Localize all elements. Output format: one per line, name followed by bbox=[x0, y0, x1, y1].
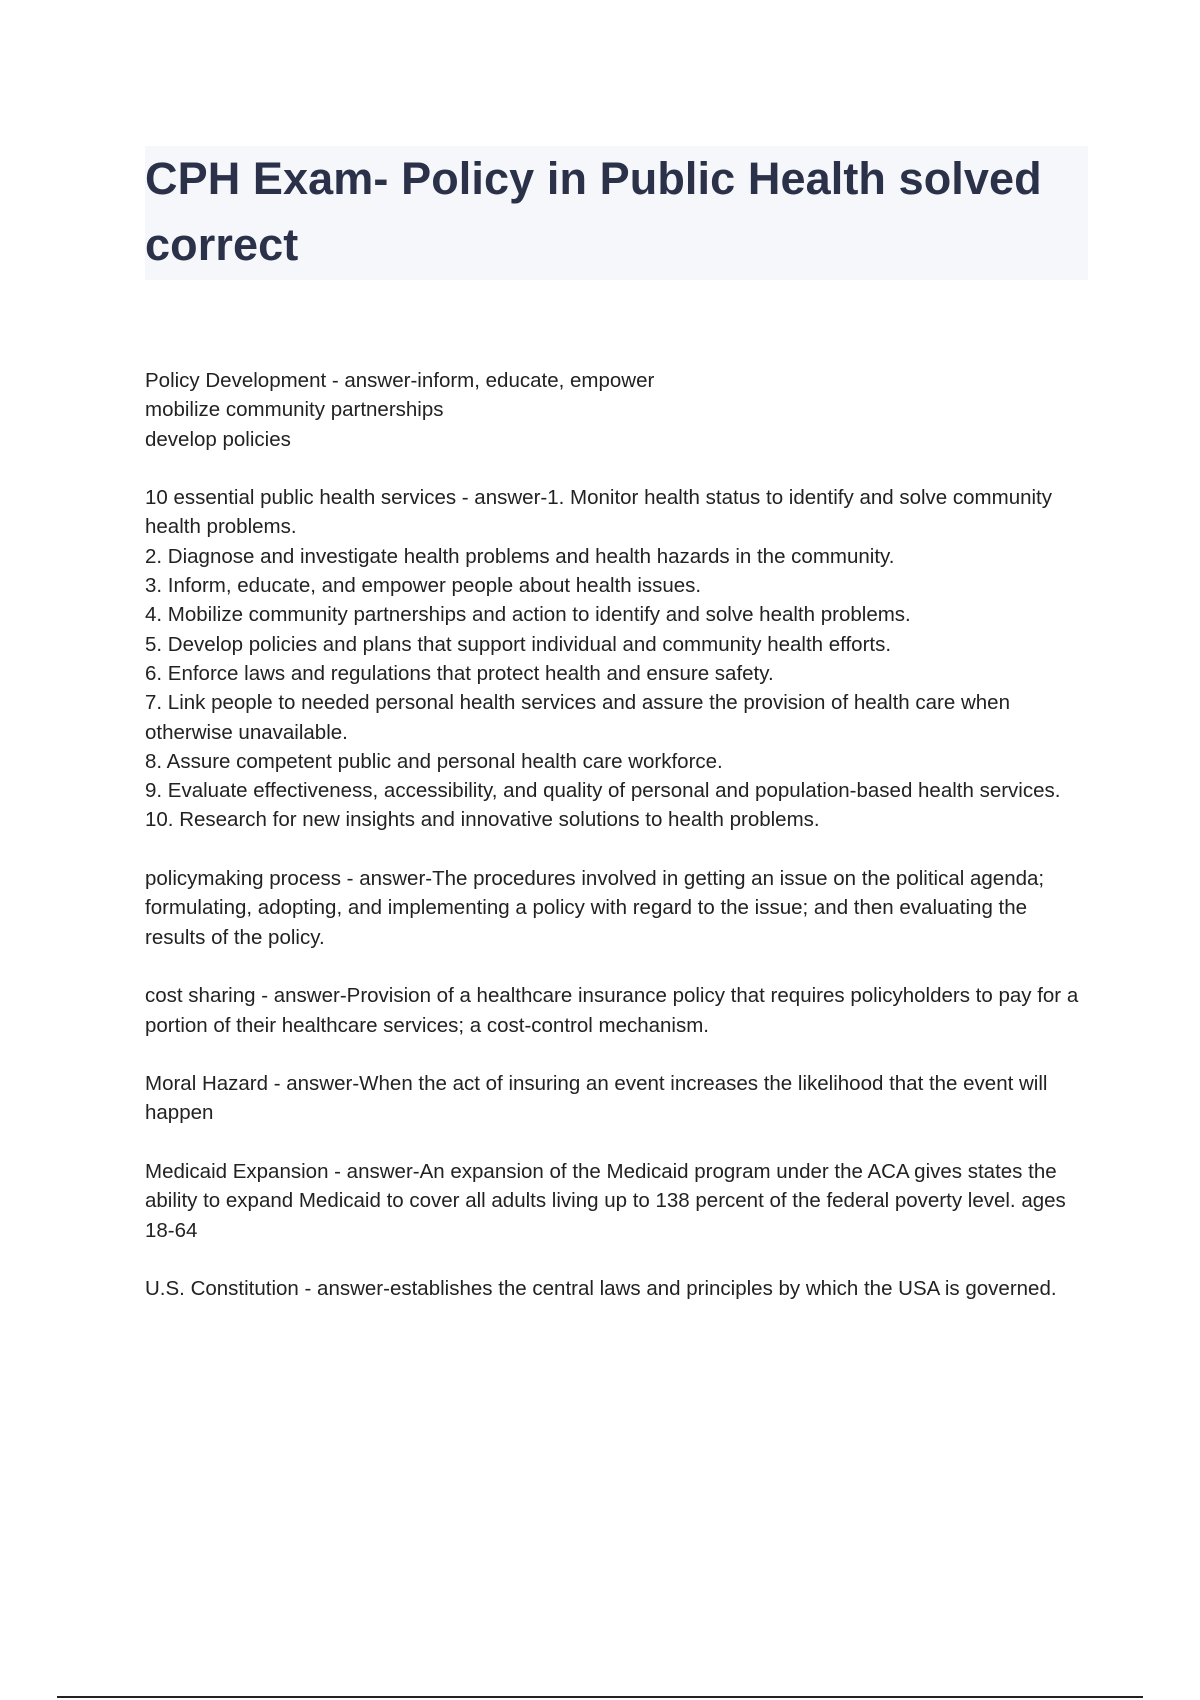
entry-line: 8. Assure competent public and personal health care workforce. bbox=[145, 749, 723, 773]
entry-line: Policy Development - answer-inform, educate, empower bbox=[145, 369, 655, 392]
entry-line: Moral Hazard - answer-When the act of insuring an event increases the likelihood that the event will happen bbox=[145, 1072, 1054, 1125]
entry-line: U.S. Constitution - answer-establishes the central laws and principles by which the USA is governed. bbox=[145, 1277, 1057, 1301]
entry-line: 3. Inform, educate, and empower people about health issues. bbox=[145, 574, 702, 598]
entry-line: Medicaid Expansion - answer-An expansion of the Medicaid program under the ACA gives states the ability to expand Medicaid to cover all adults living up to 138 percent of the federal poverty level. ages 18-64 bbox=[145, 1160, 1072, 1242]
entry-line: 9. Evaluate effectiveness, accessibility, and quality of personal and population-based health services. bbox=[145, 779, 1061, 803]
entry-line: 4. Mobilize community partnerships and action to identify and solve health problems. bbox=[145, 603, 911, 627]
entry-us-constitution bbox=[145, 1274, 1090, 1303]
entry-line: cost sharing - answer-Provision of a healthcare insurance policy that requires policyholders to pay for a portion of their healthcare services; a cost-control mechanism. bbox=[145, 984, 1084, 1037]
entry-line: policymaking process - answer-The procedures involved in getting an issue on the political agenda; formulating, adopting, and implementing a policy with regard to the issue; and then evaluating the results of the policy. bbox=[145, 867, 1050, 949]
page-title: CPH Exam- Policy in Public Health solved correct bbox=[145, 153, 1042, 270]
entry-line: 5. Develop policies and plans that support individual and community health efforts. bbox=[145, 632, 892, 656]
entry-essential-services bbox=[145, 483, 1090, 835]
entry-moral-hazard bbox=[145, 1069, 1090, 1128]
title-banner bbox=[145, 146, 1088, 280]
entry-policymaking-process bbox=[145, 864, 1090, 952]
document-body bbox=[145, 366, 1090, 1333]
entry-cost-sharing bbox=[145, 981, 1090, 1040]
entry-line: mobilize community partnerships bbox=[145, 398, 444, 422]
footer-divider bbox=[57, 1696, 1143, 1698]
entry-policy-development bbox=[145, 366, 1090, 454]
entry-medicaid-expansion bbox=[145, 1157, 1090, 1245]
entry-line: 10 essential public health services - answer-1. Monitor health status to identify and solve community health problems. bbox=[145, 486, 1058, 539]
entry-line: 2. Diagnose and investigate health problems and health hazards in the community. bbox=[145, 544, 895, 568]
entry-line: develop policies bbox=[145, 427, 291, 451]
entry-line: 6. Enforce laws and regulations that protect health and ensure safety. bbox=[145, 661, 774, 685]
entry-line: 7. Link people to needed personal health services and assure the provision of health care when otherwise unavailable. bbox=[145, 691, 1016, 744]
entry-line: 10. Research for new insights and innovative solutions to health problems. bbox=[145, 808, 820, 832]
